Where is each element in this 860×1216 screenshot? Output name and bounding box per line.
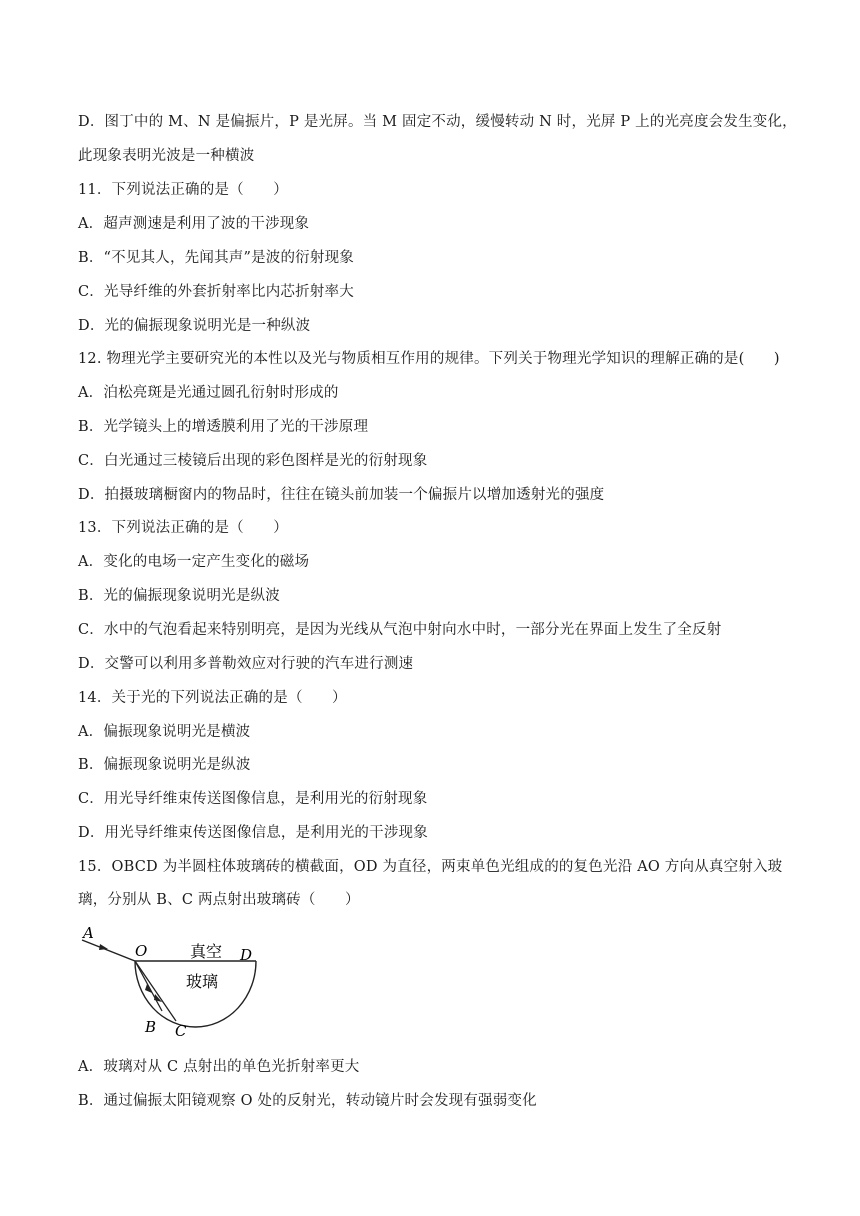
option-b: B．“不见其人，先闻其声”是波的衍射现象 [78, 250, 354, 266]
label-d: D [240, 946, 253, 964]
option-a: A．变化的电场一定产生变化的磁场 [78, 554, 310, 570]
label-vacuum: 真空 [190, 942, 223, 961]
glass-semicircle-figure [78, 920, 278, 1042]
question-14-stem: 14．关于光的下列说法正确的是（ ） [78, 690, 347, 706]
option-a: A．超声测速是利用了波的干涉现象 [78, 216, 310, 232]
question-13-stem: 13．下列说法正确的是（ ） [78, 520, 288, 536]
question-12-stem: 12. 物理光学主要研究光的本性以及光与物质相互作用的规律。下列关于物理光学知识的理解正确的是( ) [78, 351, 780, 367]
label-glass: 玻璃 [186, 972, 219, 991]
option-d: D．拍摄玻璃橱窗内的物品时，往往在镜头前加装一个偏振片以增加透射光的强度 [78, 487, 605, 503]
label-b: B [145, 1018, 157, 1036]
label-a: A [83, 924, 94, 942]
option-d: D．光的偏振现象说明光是一种纵波 [78, 318, 311, 334]
text-line: 此现象表明光波是一种横波 [78, 148, 255, 164]
text-line: D．图丁中的 M、N 是偏振片，P 是光屏。当 M 固定不动，缓慢转动 N 时，光屏 P 上的光亮度会发生变化， [78, 114, 797, 130]
label-c: C [175, 1022, 187, 1040]
text-line: 璃，分别从 B、C 两点射出玻璃砖（ ） [78, 892, 360, 908]
option-a: A．偏振现象说明光是横波 [78, 724, 251, 740]
option-a: A．玻璃对从 C 点射出的单色光折射率更大 [78, 1059, 360, 1075]
option-b: B．偏振现象说明光是纵波 [78, 757, 251, 773]
option-c: C．水中的气泡看起来特别明亮，是因为光线从气泡中射向水中时，一部分光在界面上发生了全反射 [78, 622, 722, 638]
question-15-stem: 15．OBCD 为半圆柱体玻璃砖的横截面，OD 为直径，两束单色光组成的的复色光沿 AO 方向从真空射入玻 [78, 859, 783, 875]
option-b: B．通过偏振太阳镜观察 O 处的反射光，转动镜片时会发现有强弱变化 [78, 1093, 537, 1109]
label-o: O [135, 942, 148, 960]
option-c: C．用光导纤维束传送图像信息，是利用光的衍射现象 [78, 791, 428, 807]
incident-ray [82, 940, 135, 961]
option-a: A．泊松亮斑是光通过圆孔衍射时形成的 [78, 385, 339, 401]
option-d: D．用光导纤维束传送图像信息，是利用光的干涉现象 [78, 825, 428, 841]
question-11-stem: 11．下列说法正确的是（ ） [78, 182, 288, 198]
option-b: B．光学镜头上的增透膜利用了光的干涉原理 [78, 419, 369, 435]
option-c: C．白光通过三棱镜后出现的彩色图样是光的衍射现象 [78, 453, 428, 469]
option-d: D．交警可以利用多普勒效应对行驶的汽车进行测速 [78, 656, 414, 672]
option-c: C．光导纤维的外套折射率比内芯折射率大 [78, 284, 354, 300]
option-b: B．光的偏振现象说明光是纵波 [78, 588, 280, 604]
ray-arrow-icon [99, 944, 108, 950]
